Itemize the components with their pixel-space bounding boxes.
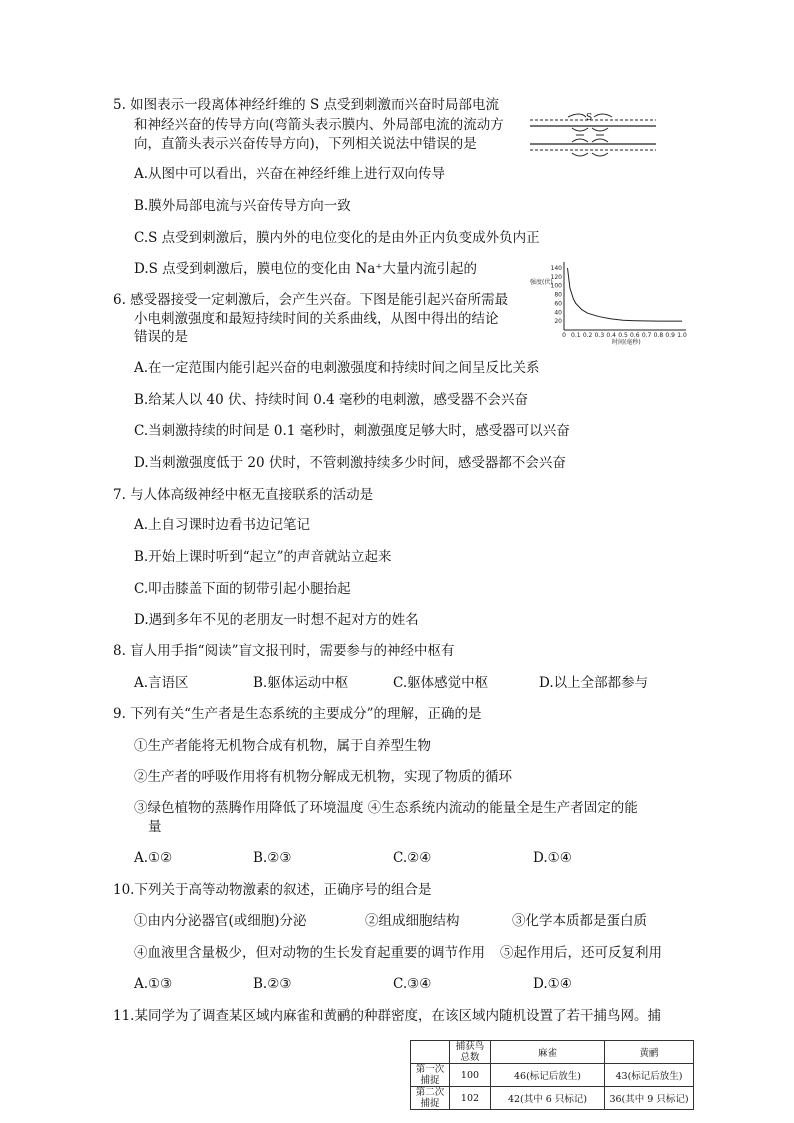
x-tick-label: 1.0: [677, 332, 687, 339]
q10-statement-1: ①由内分泌器官(或细胞)分泌: [134, 913, 307, 929]
q7-option-b: B.开始上课时听到“起立”的声音就站立起来: [134, 549, 392, 565]
y-tick-label: 80: [554, 291, 562, 299]
q5-stem-line2: 和神经兴奋的传导方向(弯箭头表示膜内、外局部电流的流动方: [134, 117, 504, 133]
q9-statement-3-4: ③绿色植物的蒸腾作用降低了环境温度 ④生态系统内流动的能量全是生产者固定的能: [134, 800, 638, 816]
y-tick-label: 20: [554, 318, 562, 326]
q9-statement-2: ②生产者的呼吸作用将有机物分解成无机物，实现了物质的循环: [134, 769, 512, 785]
q5-stem-line1: 5. 如图表示一段离体神经纤维的 S 点受到刺激而兴奋时局部电流: [113, 97, 500, 113]
q9-statement-4-cont: 量: [148, 819, 162, 835]
threshold-curve: [568, 268, 683, 321]
q7-option-c: C.叩击膝盖下面的韧带引起小腿抬起: [134, 581, 351, 597]
table-cell: 第一次捕捉: [411, 1064, 450, 1087]
table-header-row: [411, 1041, 694, 1064]
chart-xlabel: 时间(毫秒): [612, 339, 641, 346]
q8-stem: 8. 盲人用手指“阅读”盲文报刊时，需要参与的神经中枢有: [113, 643, 455, 659]
table-header-sparrow: 麻雀: [491, 1041, 605, 1064]
q5-option-d: D.S 点受到刺激后，膜电位的变化由 Na⁺大量内流引起的: [134, 261, 477, 277]
q8-option-d: D.以上全部都参与: [539, 675, 649, 691]
table-row: [411, 1064, 694, 1087]
table-row: [411, 1087, 694, 1110]
q6-stem-line1: 6. 感受器接受一定刺激后，会产生兴奋。下图是能引起兴奋所需最: [113, 292, 509, 308]
q8-option-b: B.躯体运动中枢: [253, 675, 349, 691]
stimulus-strength-chart: [528, 258, 688, 348]
q10-option-a: A.①③: [134, 976, 173, 992]
y-tick-label: 100: [550, 282, 562, 290]
q6-option-b: B.给某人以 40 伏、持续时间 0.4 毫秒的电刺激，感受器不会兴奋: [134, 392, 529, 408]
y-tick-label: 40: [554, 309, 562, 317]
q11-stem: 11.某同学为了调查某区域内麻雀和黄鹂的种群密度，在该区域内随机设置了若干捕鸟网。捕: [113, 1008, 661, 1024]
q6-option-c: C.当刺激持续的时间是 0.1 毫秒时，刺激强度足够大时，感受器可以兴奋: [134, 423, 570, 439]
q6-option-a: A.在一定范围内能引起兴奋的电刺激强度和持续时间之间呈反比关系: [134, 360, 540, 376]
table-cell: 102: [450, 1087, 491, 1110]
q5-option-c: C.S 点受到刺激后，膜内外的电位变化的是由外正内负变成外负内正: [134, 230, 540, 246]
q5-option-a: A.从图中可以看出，兴奋在神经纤维上进行双向传导: [134, 166, 446, 182]
y-tick-label: 120: [550, 273, 562, 281]
x-tick-label: 0: [562, 332, 566, 339]
table-cell: 第二次捕捉: [411, 1087, 450, 1110]
table-cell: 100: [450, 1064, 491, 1087]
q9-option-b: B.②③: [253, 850, 292, 866]
q7-option-d: D.遇到多年不见的老朋友一时想不起对方的姓名: [134, 612, 419, 628]
x-tick-label: 0.2: [582, 332, 593, 339]
y-tick-label: 140: [550, 265, 562, 272]
table-cell: 43(标记后放生): [605, 1064, 694, 1087]
q8-option-c: C.躯体感觉中枢: [393, 675, 489, 691]
q10-statement-5: ⑤起作用后，还可反复利用: [500, 945, 662, 961]
q10-option-b: B.②③: [253, 976, 292, 992]
q10-option-c: C.③④: [393, 976, 432, 992]
q5-option-b: B.膜外局部电流与兴奋传导方向一致: [134, 198, 351, 214]
y-tick-label: 60: [554, 300, 562, 308]
x-tick-label: 0.5: [618, 332, 628, 339]
table-corner-cell: [411, 1041, 450, 1064]
x-tick-label: 0.7: [641, 332, 652, 339]
q5-stem-line3: 向，直箭头表示兴奋传导方向)，下列相关说法中错误的是: [134, 136, 477, 152]
nerve-fiber-diagram: [528, 112, 658, 162]
q10-option-d: D.①④: [533, 976, 572, 992]
q9-option-a: A.①②: [134, 850, 173, 866]
x-tick-label: 0.4: [606, 332, 616, 339]
table-header-oriole: 黄鹂: [605, 1041, 694, 1064]
q9-option-c: C.②④: [393, 850, 432, 866]
x-tick-label: 0.9: [665, 332, 675, 339]
capture-data-table: [410, 1040, 694, 1110]
q10-statement-4: ④血液里含量极少，但对动物的生长发育起重要的调节作用: [134, 945, 485, 961]
x-tick-label: 0.3: [594, 332, 605, 339]
q10-statement-3: ③化学本质都是蛋白质: [512, 913, 647, 929]
chart-ylabel: 强度(伏): [530, 279, 553, 286]
table-cell: 42(其中 6 只标记): [491, 1087, 605, 1110]
stimulus-point-label: S: [586, 113, 593, 123]
x-tick-label: 0.8: [653, 332, 664, 339]
q10-stem: 10.下列关于高等动物激素的叙述，正确序号的组合是: [113, 882, 432, 898]
table-cell: 36(其中 9 只标记): [605, 1087, 694, 1110]
x-tick-label: 0.6: [630, 332, 640, 339]
q6-stem-line3: 错误的是: [134, 329, 188, 345]
q6-stem-line2: 小电刺激强度和最短持续时间的关系曲线，从图中得出的结论: [134, 311, 499, 327]
q10-statement-2: ②组成细胞结构: [365, 913, 460, 929]
q7-stem: 7. 与人体高级神经中枢无直接联系的活动是: [113, 487, 374, 503]
q6-option-d: D.当刺激强度低于 20 伏时，不管刺激持续多少时间，感受器都不会兴奋: [134, 455, 566, 471]
table-header-total: 捕获鸟总数: [450, 1041, 491, 1064]
q9-option-d: D.①④: [533, 850, 572, 866]
x-tick-label: 0.1: [571, 332, 581, 339]
q9-stem: 9. 下列有关“生产者是生态系统的主要成分”的理解，正确的是: [113, 706, 482, 722]
q8-option-a: A.言语区: [134, 675, 189, 691]
q7-option-a: A.上自习课时边看书边记笔记: [134, 517, 311, 533]
q9-statement-1: ①生产者能将无机物合成有机物，属于自养型生物: [134, 738, 431, 754]
table-cell: 46(标记后放生): [491, 1064, 605, 1087]
